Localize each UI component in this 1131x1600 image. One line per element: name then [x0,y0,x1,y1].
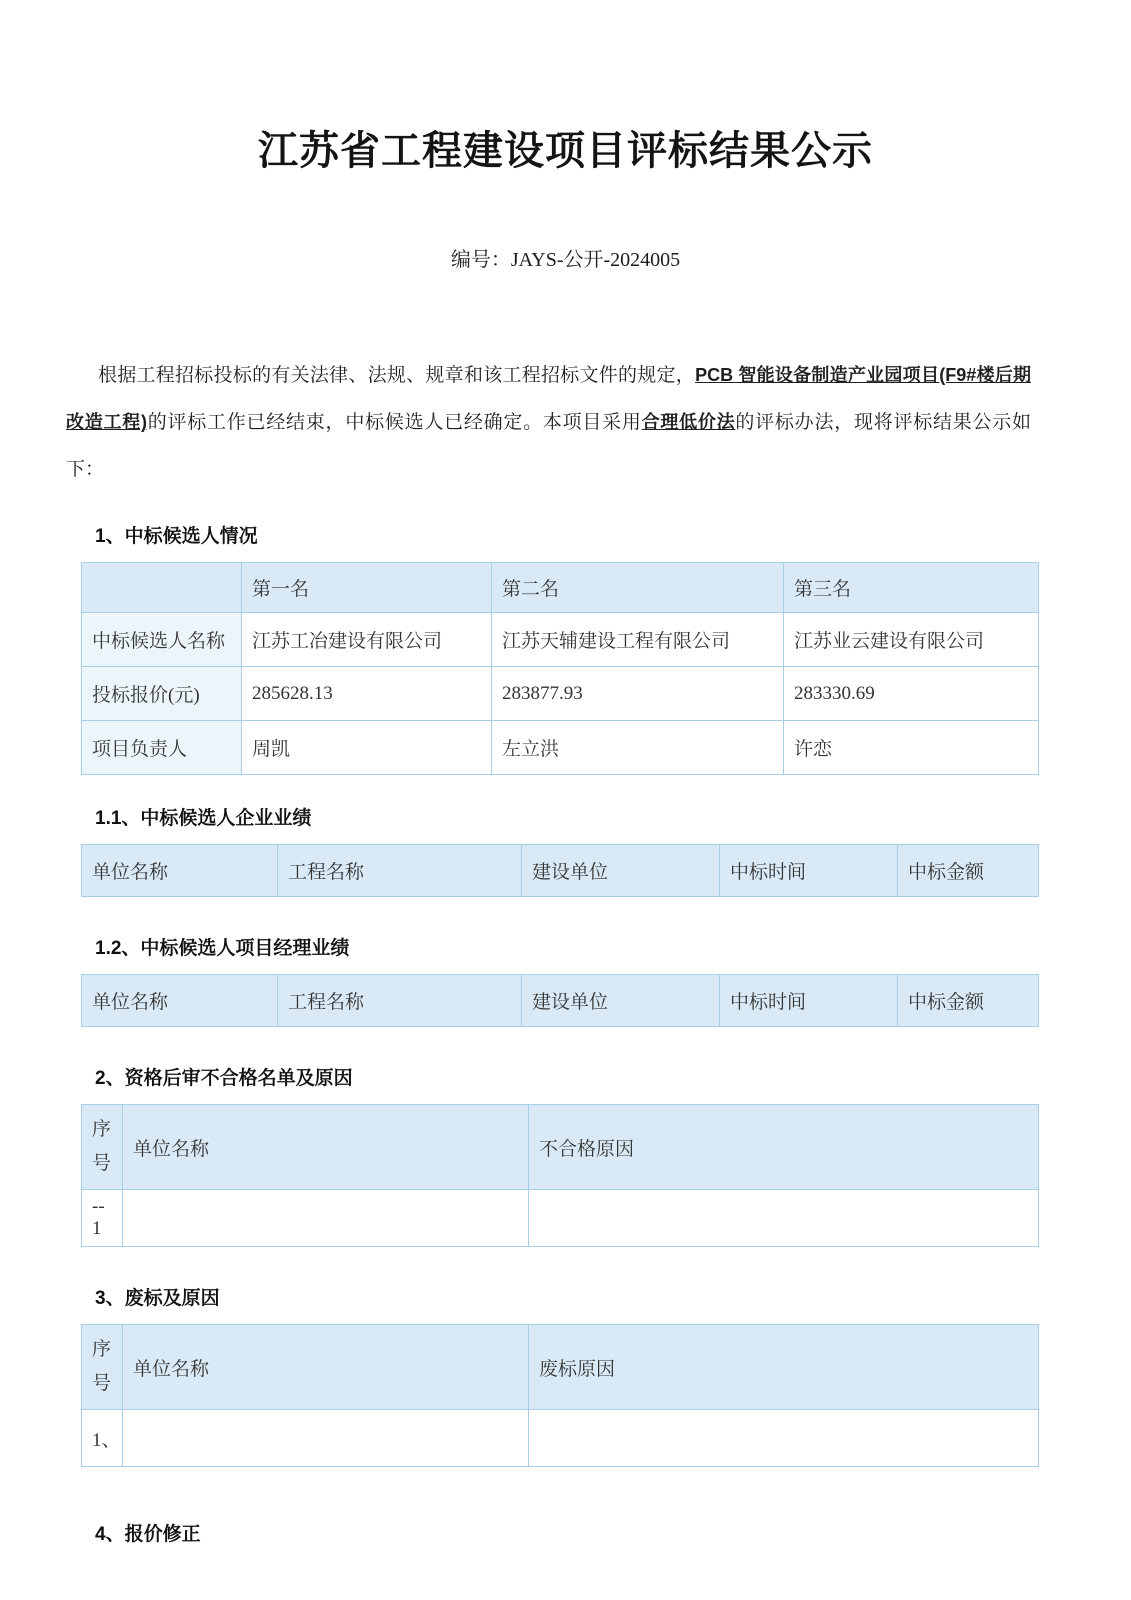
project-manager-row [82,721,1039,775]
col-header-unit-name: 单位名称 [123,1105,529,1190]
candidate-name-1: 江苏工冶建设有限公司 [242,613,492,667]
col-header-unit-name: 单位名称 [123,1325,529,1410]
page-title: 江苏省工程建设项目评标结果公示 [258,128,873,173]
rejected-bids-header-row [82,1325,1039,1410]
col-header-construction-unit: 建设单位 [522,845,720,897]
manager-performance-header-row [82,975,1039,1027]
sequence-cell: --1 [82,1190,123,1247]
section-2-heading: 2、资格后审不合格名单及原因 [95,1068,353,1089]
col-header-sequence: 序号 [82,1325,123,1410]
col-header-award-time: 中标时间 [720,975,898,1027]
section-1-heading: 1、中标候选人情况 [95,526,258,547]
rejected-bids-table [81,1324,1039,1467]
col-header-project-name: 工程名称 [278,975,522,1027]
unit-name-cell [123,1190,529,1247]
unit-name-cell [123,1410,529,1467]
col-header-award-amount: 中标金额 [898,845,1039,897]
row-label-project-manager: 项目负责人 [82,721,242,775]
candidates-header-row [82,563,1039,613]
enterprise-performance-header-row [82,845,1039,897]
col-header-disqualify-reason: 不合格原因 [529,1105,1039,1190]
section-3-heading: 3、废标及原因 [95,1288,220,1309]
reason-cell [529,1410,1039,1467]
col-header-award-time: 中标时间 [720,845,898,897]
doc-number-label: 编号： [450,249,511,271]
candidate-name-2: 江苏天辅建设工程有限公司 [492,613,784,667]
enterprise-performance-table [81,844,1039,897]
col-header-third-place: 第三名 [784,563,1039,613]
row-label-bid-price: 投标报价(元) [82,667,242,721]
col-header-unit-name: 单位名称 [82,845,278,897]
project-manager-3: 许恋 [784,721,1039,775]
section-1-1-heading: 1.1、中标候选人企业业绩 [95,808,312,829]
section-1-2-heading: 1.2、中标候选人项目经理业绩 [95,938,350,959]
doc-number [0,243,1131,272]
manager-performance-table [81,974,1039,1027]
project-manager-1: 周凯 [242,721,492,775]
bid-price-2: 283877.93 [492,667,784,721]
project-manager-2: 左立洪 [492,721,784,775]
intro-text-2: 的评标工作已经结束，中标候选人已经确定。本项目采用 [147,412,642,433]
col-header-project-name: 工程名称 [278,845,522,897]
intro-paragraph [66,352,1031,493]
candidate-name-row [82,613,1039,667]
col-header-award-amount: 中标金额 [898,975,1039,1027]
intro-text-3: 的评标办法，现将评标结果公示如下： [66,412,1031,480]
disqualified-list-table [81,1104,1039,1247]
col-header-rejection-reason: 废标原因 [529,1325,1039,1410]
disqualified-header-row [82,1105,1039,1190]
sequence-cell: 1、 [82,1410,123,1467]
col-header-first-place: 第一名 [242,563,492,613]
bid-price-row [82,667,1039,721]
section-4-heading: 4、报价修正 [95,1524,201,1545]
corner-cell [82,563,242,613]
row-label-candidate-name: 中标候选人名称 [82,613,242,667]
candidate-name-3: 江苏业云建设有限公司 [784,613,1039,667]
bid-price-1: 285628.13 [242,667,492,721]
col-header-unit-name: 单位名称 [82,975,278,1027]
doc-number-value: JAYS-公开-2024005 [510,249,681,271]
col-header-sequence: 序号 [82,1105,123,1190]
disqualified-row [82,1190,1039,1247]
winning-candidates-table [81,562,1039,775]
reason-cell [529,1190,1039,1247]
rejected-bid-row [82,1410,1039,1467]
intro-text-1: 根据工程招标投标的有关法律、法规、规章和该工程招标文件的规定， [98,365,696,386]
col-header-second-place: 第二名 [492,563,784,613]
col-header-construction-unit: 建设单位 [522,975,720,1027]
project-name-emphasis: PCB 智能设备制造产业园项目(F9#楼后期改造工程) [66,365,1031,432]
bid-price-3: 283330.69 [784,667,1039,721]
evaluation-method-emphasis: 合理低价法 [641,412,736,432]
